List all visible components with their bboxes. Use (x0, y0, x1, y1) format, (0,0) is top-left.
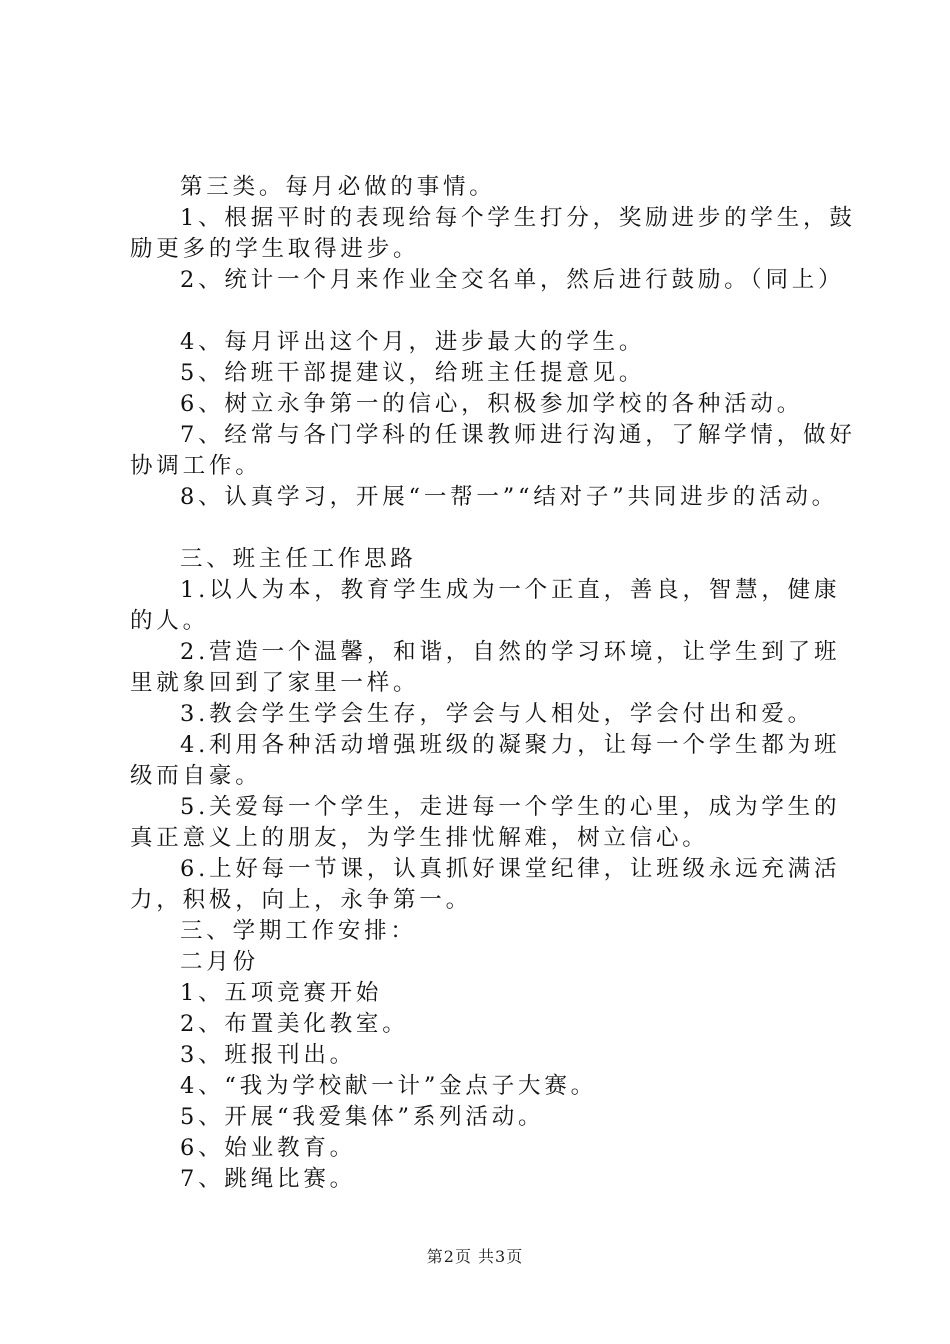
paragraph-line: 4、每月评出这个月，进步最大的学生。 (180, 329, 646, 355)
blank-line (130, 513, 835, 544)
paragraph-line: 6、树立永争第一的信心，积极参加学校的各种活动。 (180, 391, 804, 417)
section-heading: 三、班主任工作思路 (180, 546, 417, 572)
subsection-heading: 二月份 (180, 949, 259, 975)
list-item: 2、布置美化教室。 (180, 1011, 409, 1037)
page-number-footer: 第2页 共3页 (426, 1247, 524, 1266)
blank-line (130, 296, 835, 327)
paragraph-line: 4.利用各种活动增强班级的凝聚力，让每一个学生都为班 (180, 732, 841, 758)
list-item: 4、“我为学校献一计”金点子大赛。 (180, 1073, 597, 1099)
paragraph-line: 的人。 (130, 608, 209, 634)
paragraph-line: 2、统计一个月来作业全交名单，然后进行鼓励。（同上） (180, 267, 845, 293)
list-item: 6、始业教育。 (180, 1135, 356, 1161)
document-body (130, 172, 856, 1195)
list-item: 3、班报刊出。 (180, 1042, 356, 1068)
paragraph-line: 里就象回到了家里一样。 (130, 670, 420, 696)
paragraph-line: 真正意义上的朋友，为学生排忧解难，树立信心。 (130, 825, 709, 851)
paragraph-line: 1.以人为本，教育学生成为一个正直，善良，智慧，健康 (180, 577, 841, 603)
list-item: 1、五项竞赛开始 (180, 980, 383, 1006)
paragraph-line: 3.教会学生学会生存，学会与人相处，学会付出和爱。 (180, 701, 814, 727)
paragraph-line: 6.上好每一节课，认真抓好课堂纪律，让班级永远充满活 (180, 856, 841, 882)
section-heading: 第三类。每月必做的事情。 (180, 174, 496, 200)
paragraph-line: 8、认真学习，开展“一帮一”“结对子”共同进步的活动。 (180, 484, 838, 510)
paragraph-line: 力，积极，向上，永争第一。 (130, 887, 472, 913)
list-item: 7、跳绳比赛。 (180, 1166, 356, 1192)
paragraph-line: 1、根据平时的表现给每个学生打分，奖励进步的学生，鼓 (180, 205, 856, 231)
list-item: 5、开展“我爱集体”系列活动。 (180, 1104, 545, 1130)
paragraph-line: 协调工作。 (130, 453, 262, 479)
paragraph-line: 励更多的学生取得进步。 (130, 236, 420, 262)
paragraph-line: 7、经常与各门学科的任课教师进行沟通，了解学情，做好 (180, 422, 856, 448)
paragraph-line: 级而自豪。 (130, 763, 262, 789)
paragraph-line: 2.营造一个温馨，和谐，自然的学习环境，让学生到了班 (180, 639, 841, 665)
paragraph-line: 5、给班干部提建议，给班主任提意见。 (180, 360, 646, 386)
section-heading: 三、学期工作安排： (180, 918, 417, 944)
paragraph-line: 5.关爱每一个学生，走进每一个学生的心里，成为学生的 (180, 794, 841, 820)
